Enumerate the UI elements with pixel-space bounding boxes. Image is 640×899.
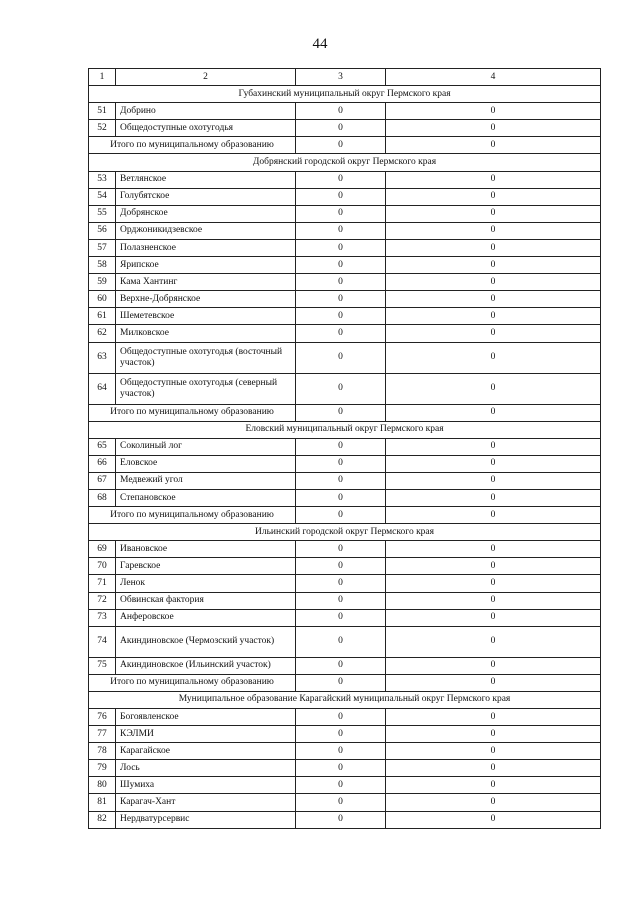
table-row — [89, 760, 601, 777]
column-4-value: 0 — [386, 222, 601, 239]
column-4-value: 0 — [386, 455, 601, 472]
column-4-value: 0 — [386, 541, 601, 558]
column-3-value: 0 — [296, 325, 386, 342]
column-4-value: 0 — [386, 626, 601, 657]
row-number: 75 — [89, 657, 116, 674]
table-row — [89, 120, 601, 137]
table-row — [89, 274, 601, 291]
column-header: 1 — [89, 69, 116, 86]
ground-name: Анферовское — [116, 609, 296, 626]
table-row — [89, 205, 601, 222]
column-3-value: 0 — [296, 291, 386, 308]
row-number: 61 — [89, 308, 116, 325]
column-3-value: 0 — [296, 709, 386, 726]
ground-name: Общедоступные охотугодья — [116, 120, 296, 137]
row-number: 70 — [89, 558, 116, 575]
section-header-row — [89, 524, 601, 541]
row-number: 51 — [89, 103, 116, 120]
column-4-value: 0 — [386, 709, 601, 726]
ground-name: Нердватурсервис — [116, 811, 296, 828]
table-row — [89, 794, 601, 811]
column-4-value: 0 — [386, 171, 601, 188]
column-3-value: 0 — [296, 777, 386, 794]
total-row — [89, 137, 601, 154]
table-row — [89, 609, 601, 626]
column-4-value: 0 — [386, 811, 601, 828]
column-header: 4 — [386, 69, 601, 86]
table-row — [89, 558, 601, 575]
section-title: Еловский муниципальный округ Пермского края — [89, 421, 601, 438]
ground-name: Полазненское — [116, 239, 296, 256]
table-row — [89, 726, 601, 743]
column-3-value: 0 — [296, 171, 386, 188]
ground-name: Орджоникидзевское — [116, 222, 296, 239]
column-4-value: 0 — [386, 743, 601, 760]
column-4-value: 0 — [386, 726, 601, 743]
table-row — [89, 489, 601, 506]
column-4-value: 0 — [386, 777, 601, 794]
column-3-value: 0 — [296, 811, 386, 828]
section-title: Губахинский муниципальный округ Пермского края — [89, 86, 601, 103]
ground-name: Карагайское — [116, 743, 296, 760]
column-number-row — [89, 69, 601, 86]
column-3-value: 0 — [296, 274, 386, 291]
column-3-value: 0 — [296, 120, 386, 137]
column-3-value: 0 — [296, 743, 386, 760]
column-3-value: 0 — [296, 794, 386, 811]
table-row — [89, 103, 601, 120]
column-4-value: 0 — [386, 342, 601, 373]
column-4-value: 0 — [386, 257, 601, 274]
column-4-value: 0 — [386, 308, 601, 325]
row-number: 81 — [89, 794, 116, 811]
ground-name: Добрино — [116, 103, 296, 120]
section-header-row — [89, 154, 601, 171]
table-row — [89, 342, 601, 373]
ground-name: Шумиха — [116, 777, 296, 794]
column-3-value: 0 — [296, 257, 386, 274]
column-4-value: 0 — [386, 120, 601, 137]
column-4-value: 0 — [386, 325, 601, 342]
row-number: 56 — [89, 222, 116, 239]
table-row — [89, 188, 601, 205]
column-4-value: 0 — [386, 794, 601, 811]
row-number: 54 — [89, 188, 116, 205]
row-number: 82 — [89, 811, 116, 828]
ground-name: Добрянское — [116, 205, 296, 222]
column-3-value: 0 — [296, 558, 386, 575]
table-row — [89, 575, 601, 592]
total-row — [89, 404, 601, 421]
row-number: 65 — [89, 438, 116, 455]
column-3-value: 0 — [296, 342, 386, 373]
column-4-value: 0 — [386, 472, 601, 489]
column-3-value: 0 — [296, 205, 386, 222]
ground-name: Соколиный лог — [116, 438, 296, 455]
row-number: 69 — [89, 541, 116, 558]
column-3-value: 0 — [296, 222, 386, 239]
column-3-value: 0 — [296, 188, 386, 205]
row-number: 67 — [89, 472, 116, 489]
column-4-value: 0 — [386, 274, 601, 291]
table-row — [89, 239, 601, 256]
column-3-value: 0 — [296, 438, 386, 455]
table-body — [89, 69, 601, 829]
row-number: 71 — [89, 575, 116, 592]
row-number: 68 — [89, 489, 116, 506]
row-number: 52 — [89, 120, 116, 137]
row-number: 60 — [89, 291, 116, 308]
column-4-value: 0 — [386, 760, 601, 777]
section-title: Ильинский городской округ Пермского края — [89, 524, 601, 541]
table-row — [89, 222, 601, 239]
table-row — [89, 171, 601, 188]
ground-name: Степановское — [116, 489, 296, 506]
column-3-value: 0 — [296, 373, 386, 404]
total-label: Итого по муниципальному образованию — [89, 507, 296, 524]
ground-name: Ленок — [116, 575, 296, 592]
ground-name: Общедоступные охотугодья (восточный участок) — [116, 342, 296, 373]
column-3-value: 0 — [296, 489, 386, 506]
column-4-value: 0 — [386, 373, 601, 404]
row-number: 55 — [89, 205, 116, 222]
column-3-value: 0 — [296, 726, 386, 743]
row-number: 77 — [89, 726, 116, 743]
ground-name: Ярипское — [116, 257, 296, 274]
column-3-value: 0 — [296, 760, 386, 777]
column-4-value: 0 — [386, 657, 601, 674]
column-3-value: 0 — [296, 609, 386, 626]
column-3-value: 0 — [296, 103, 386, 120]
ground-name: Кама Хантинг — [116, 274, 296, 291]
table-row — [89, 472, 601, 489]
table-row — [89, 709, 601, 726]
total-column-3-value: 0 — [296, 507, 386, 524]
ground-name: Шеметевское — [116, 308, 296, 325]
total-label: Итого по муниципальному образованию — [89, 137, 296, 154]
row-number: 80 — [89, 777, 116, 794]
section-title: Добрянский городской округ Пермского края — [89, 154, 601, 171]
row-number: 66 — [89, 455, 116, 472]
table-row — [89, 325, 601, 342]
column-4-value: 0 — [386, 188, 601, 205]
row-number: 72 — [89, 592, 116, 609]
table-row — [89, 811, 601, 828]
ground-name: Акиндиновское (Ильинский участок) — [116, 657, 296, 674]
table-row — [89, 626, 601, 657]
row-number: 64 — [89, 373, 116, 404]
column-4-value: 0 — [386, 609, 601, 626]
row-number: 79 — [89, 760, 116, 777]
total-column-4-value: 0 — [386, 137, 601, 154]
column-4-value: 0 — [386, 239, 601, 256]
ground-name: Карагач-Хант — [116, 794, 296, 811]
ground-name: Еловское — [116, 455, 296, 472]
table-row — [89, 438, 601, 455]
row-number: 76 — [89, 709, 116, 726]
column-4-value: 0 — [386, 489, 601, 506]
row-number: 74 — [89, 626, 116, 657]
page-number: 44 — [312, 36, 328, 52]
column-3-value: 0 — [296, 575, 386, 592]
column-4-value: 0 — [386, 575, 601, 592]
column-4-value: 0 — [386, 205, 601, 222]
column-3-value: 0 — [296, 239, 386, 256]
table-row — [89, 777, 601, 794]
ground-name: Медвежий угол — [116, 472, 296, 489]
row-number: 58 — [89, 257, 116, 274]
column-header: 3 — [296, 69, 386, 86]
ground-name: Милковское — [116, 325, 296, 342]
column-header: 2 — [116, 69, 296, 86]
section-header-row — [89, 691, 601, 708]
ground-name: Лось — [116, 760, 296, 777]
column-3-value: 0 — [296, 472, 386, 489]
section-header-row — [89, 421, 601, 438]
row-number: 63 — [89, 342, 116, 373]
table-row — [89, 291, 601, 308]
column-4-value: 0 — [386, 592, 601, 609]
column-3-value: 0 — [296, 626, 386, 657]
total-column-3-value: 0 — [296, 404, 386, 421]
ground-name: Гаревское — [116, 558, 296, 575]
row-number: 73 — [89, 609, 116, 626]
table-row — [89, 308, 601, 325]
row-number: 57 — [89, 239, 116, 256]
column-4-value: 0 — [386, 438, 601, 455]
ground-name: Обвинская фактория — [116, 592, 296, 609]
total-column-3-value: 0 — [296, 674, 386, 691]
column-3-value: 0 — [296, 592, 386, 609]
total-column-4-value: 0 — [386, 674, 601, 691]
ground-name: Общедоступные охотугодья (северный участок) — [116, 373, 296, 404]
total-column-3-value: 0 — [296, 137, 386, 154]
ground-name: Верхне-Добрянское — [116, 291, 296, 308]
total-column-4-value: 0 — [386, 507, 601, 524]
total-row — [89, 507, 601, 524]
total-label: Итого по муниципальному образованию — [89, 404, 296, 421]
ground-name: Акиндиновское (Чермозский участок) — [116, 626, 296, 657]
section-header-row — [89, 86, 601, 103]
row-number: 59 — [89, 274, 116, 291]
table-row — [89, 257, 601, 274]
row-number: 62 — [89, 325, 116, 342]
column-3-value: 0 — [296, 455, 386, 472]
column-4-value: 0 — [386, 103, 601, 120]
table-row — [89, 455, 601, 472]
table-row — [89, 373, 601, 404]
ground-name: Богоявленское — [116, 709, 296, 726]
column-3-value: 0 — [296, 308, 386, 325]
section-title: Муниципальное образование Карагайский муниципальный округ Пермского края — [89, 691, 601, 708]
hunting-grounds-table — [88, 68, 601, 829]
table-row — [89, 657, 601, 674]
column-3-value: 0 — [296, 657, 386, 674]
table-row — [89, 541, 601, 558]
row-number: 78 — [89, 743, 116, 760]
total-column-4-value: 0 — [386, 404, 601, 421]
row-number: 53 — [89, 171, 116, 188]
ground-name: Ветлянское — [116, 171, 296, 188]
column-3-value: 0 — [296, 541, 386, 558]
ground-name: Ивановское — [116, 541, 296, 558]
column-4-value: 0 — [386, 291, 601, 308]
table-row — [89, 743, 601, 760]
column-4-value: 0 — [386, 558, 601, 575]
total-label: Итого по муниципальному образованию — [89, 674, 296, 691]
total-row — [89, 674, 601, 691]
table-row — [89, 592, 601, 609]
ground-name: Голубятское — [116, 188, 296, 205]
ground-name: КЭЛМИ — [116, 726, 296, 743]
